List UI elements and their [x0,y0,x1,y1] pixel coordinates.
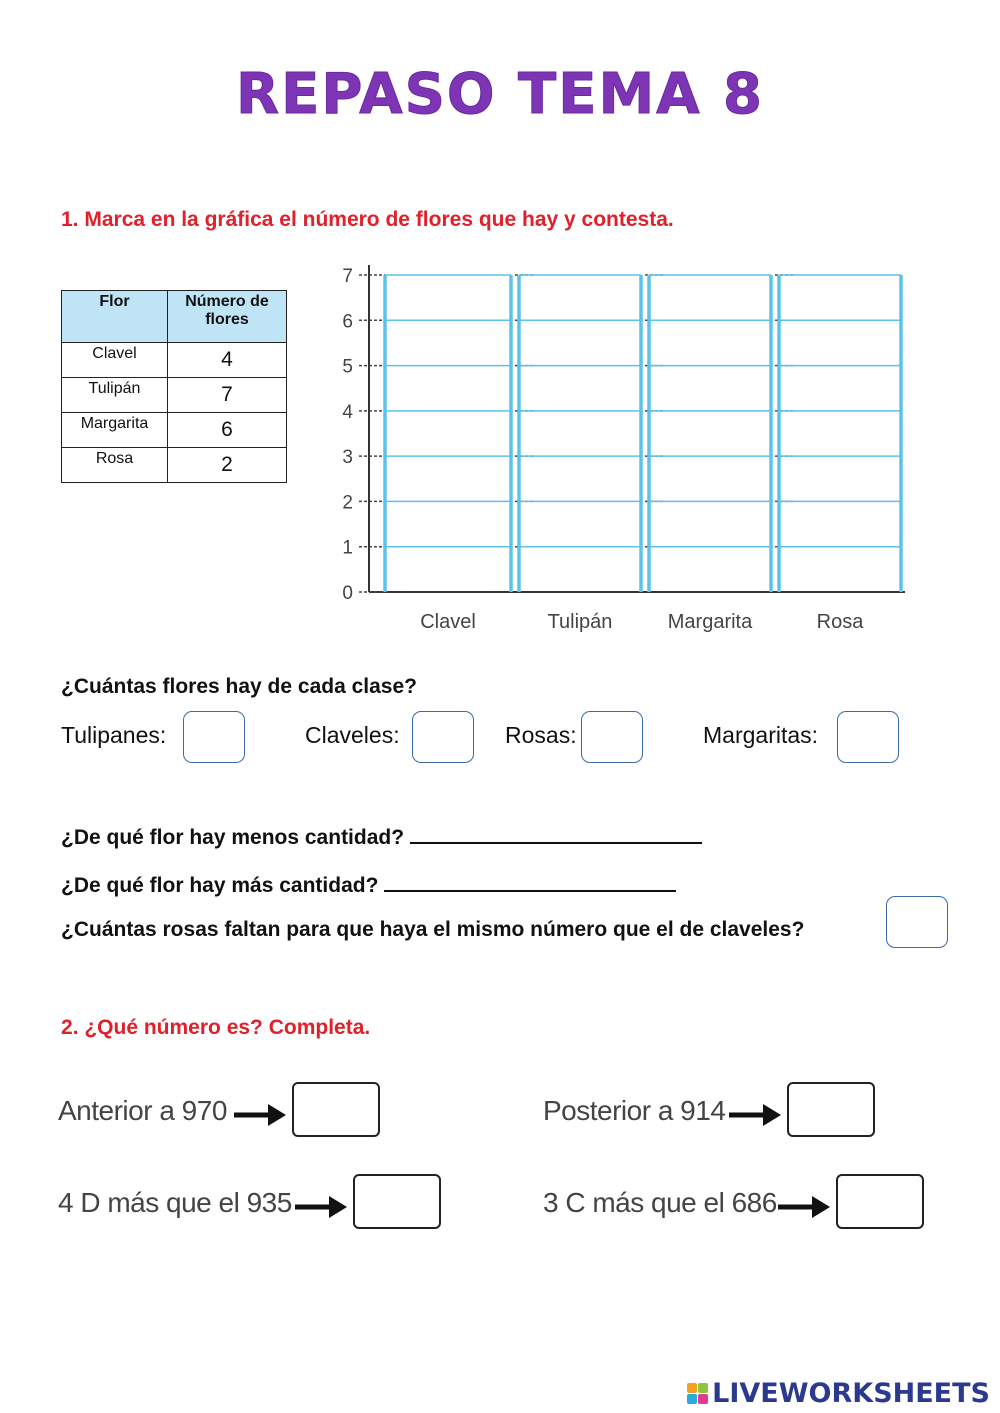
logo-square [687,1383,697,1393]
logo-square [698,1383,708,1393]
arrow-right-icon [729,1100,783,1130]
table-cell-name: Tulipán [62,378,168,413]
logo-square [687,1394,697,1404]
x-tick-label: Tulipán [547,611,613,633]
answer-box-margaritas[interactable] [837,711,899,763]
page-title: REPASO TEMA 8 [235,62,765,127]
table-row [62,378,287,413]
answer-line-most[interactable] [384,870,676,892]
question-1-heading: 1. Marca en la gráfica el número de flores que hay y contesta. [61,208,674,231]
answer-box-3c-mas-686[interactable] [836,1174,924,1229]
item-3c-mas-686: 3 C más que el 686 [543,1187,777,1218]
x-tick-label: Rosa [816,611,864,633]
bar-chart-grid[interactable] [325,258,915,638]
table-cell-name: Clavel [62,343,168,378]
label-claveles: Claveles: [305,722,400,748]
answer-box-tulipanes[interactable] [183,711,245,763]
logo-icon [687,1383,708,1404]
table-header-count: Número de flores [168,291,287,343]
table-header-flower: Flor [62,291,168,343]
item-posterior-914: Posterior a 914 [543,1095,726,1126]
y-tick-label: 3 [342,447,353,469]
table-row [62,343,287,378]
item-anterior-970: Anterior a 970 [58,1095,227,1126]
answer-box-anterior-970[interactable] [292,1082,380,1137]
liveworksheets-logo [687,1378,990,1409]
answer-box-rosas[interactable] [581,711,643,763]
question-most [61,870,676,898]
x-tick-label: Clavel [420,611,476,633]
table-cell-value: 4 [168,343,287,378]
y-tick-label: 2 [342,492,353,514]
y-tick-label: 4 [342,401,353,423]
label-margaritas: Margaritas: [703,722,819,748]
y-tick-label: 7 [342,266,353,287]
table-row [62,413,287,448]
question-most-text: ¿De qué flor hay más cantidad? [61,874,379,897]
x-tick-label: Margarita [667,611,753,633]
answer-box-roses-missing[interactable] [886,896,948,948]
y-tick-label: 1 [342,537,353,559]
question-least-text: ¿De qué flor hay menos cantidad? [61,826,405,849]
arrow-right-icon [234,1100,288,1130]
table-cell-name: Margarita [62,413,168,448]
y-tick-label: 5 [342,356,353,378]
question-count: ¿Cuántas flores hay de cada clase? [61,675,417,698]
label-rosas: Rosas: [505,722,577,748]
item-4d-mas-935: 4 D más que el 935 [58,1187,292,1218]
table-row [62,448,287,483]
logo-square [698,1394,708,1404]
question-least [61,822,702,850]
arrow-right-icon [778,1192,832,1222]
table-cell-name: Rosa [62,448,168,483]
answer-box-posterior-914[interactable] [787,1082,875,1137]
logo-text: LIVEWORKSHEETS [712,1378,990,1409]
table-cell-value: 2 [168,448,287,483]
y-tick-label: 0 [342,583,353,604]
table-cell-value: 7 [168,378,287,413]
flower-table [61,290,287,483]
question-roses: ¿Cuántas rosas faltan para que haya el mismo número que el de claveles? [61,918,805,941]
answer-box-claveles[interactable] [412,711,474,763]
question-2-heading: 2. ¿Qué número es? Completa. [61,1016,371,1039]
label-tulipanes: Tulipanes: [61,722,167,748]
y-tick-label: 6 [342,311,353,333]
table-cell-value: 6 [168,413,287,448]
arrow-right-icon [295,1192,349,1222]
answer-line-least[interactable] [410,822,702,844]
table-header-row [62,291,287,343]
answer-box-4d-mas-935[interactable] [353,1174,441,1229]
